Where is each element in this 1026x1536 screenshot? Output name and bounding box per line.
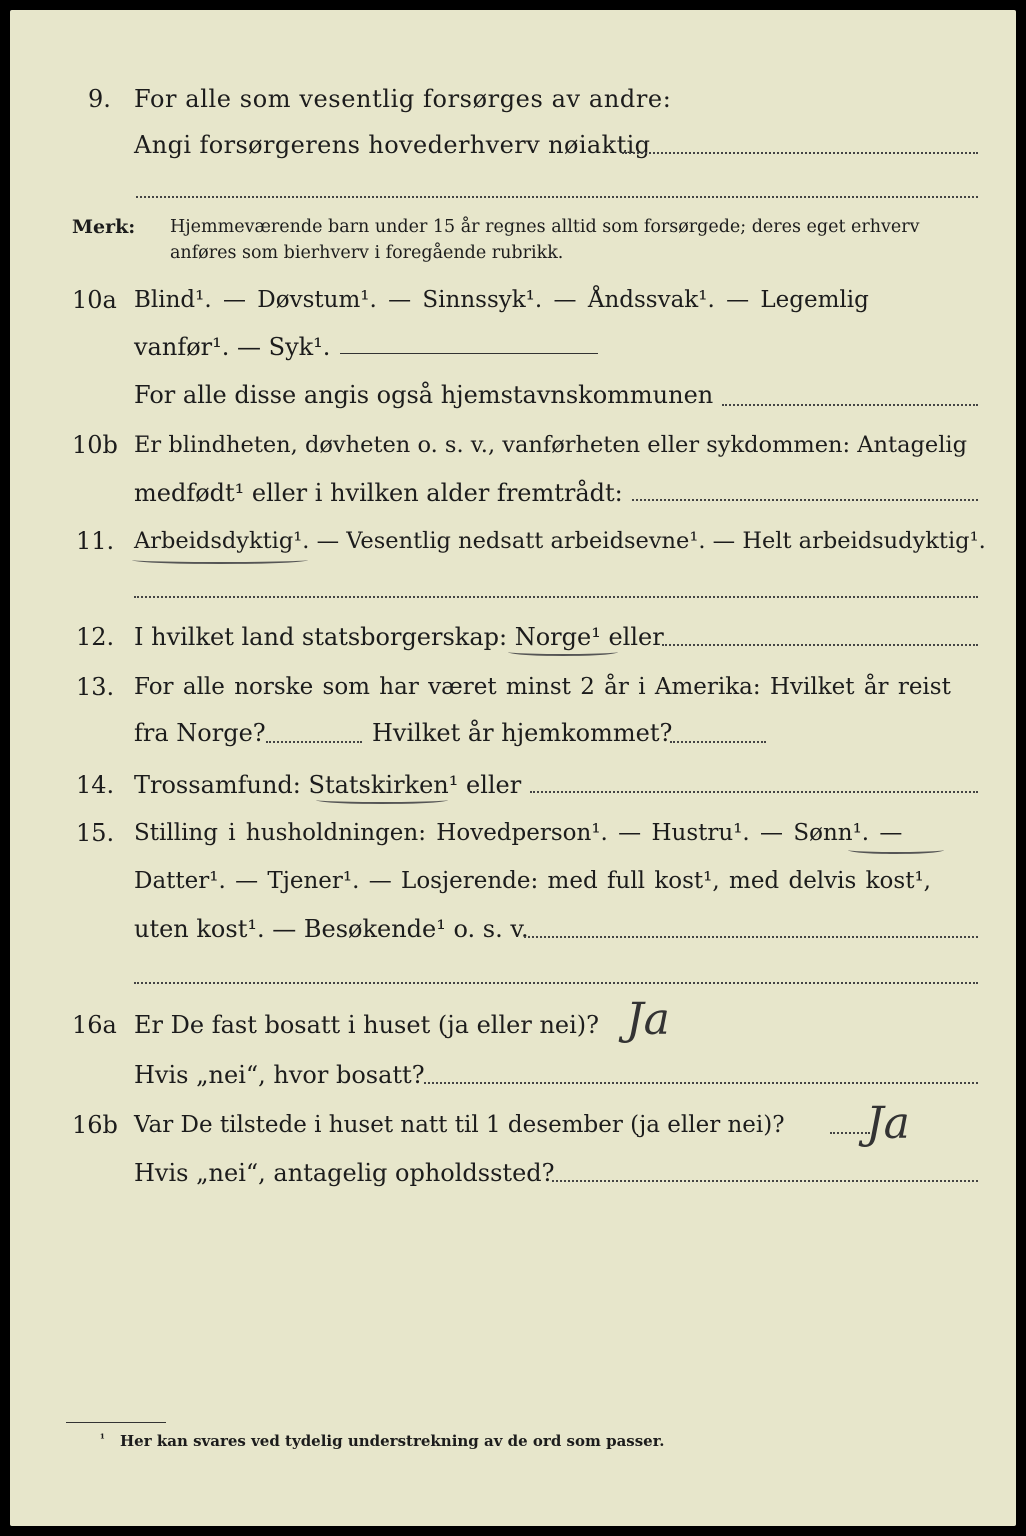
q15-answer-line[interactable]: [524, 936, 978, 938]
footnote-text: Her kan svares ved tydelig understrekning av de ord som passer.: [120, 1432, 665, 1450]
q11-line1: Arbeidsdyktig¹. — Vesentlig nedsatt arbeidsevne¹. — Helt arbeidsudyktig¹.: [134, 528, 986, 554]
q14-number: 14.: [76, 771, 115, 799]
q16b-line1: Var De tilstede i huset natt til 1 desember (ja eller nei)?: [134, 1112, 785, 1138]
q12-line1: I hvilket land statsborgerskap: Norge¹ eller: [134, 623, 664, 651]
q10a-number: 10a: [72, 286, 117, 314]
footnote-mark: ¹: [100, 1432, 105, 1445]
q13-line2a: fra Norge?: [134, 719, 266, 747]
q12-handwritten-underline: [508, 648, 618, 656]
q13-number: 13.: [76, 673, 115, 701]
q10a-line2: vanfør¹. — Syk¹.: [134, 333, 331, 361]
q9-line1: For alle som vesentlig forsørges av andre:: [134, 85, 672, 113]
q9-line2: Angi forsørgerens hovederhverv nøiaktig: [134, 131, 651, 159]
q15-answer-line-2[interactable]: [134, 982, 978, 984]
q9-number: 9.: [88, 85, 111, 113]
q16b-whereabouts-line[interactable]: [552, 1180, 978, 1182]
merk-line1: Hjemmeværende barn under 15 år regnes alltid som forsørgede; deres eget erhverv: [170, 217, 920, 237]
q16a-answer-line[interactable]: [424, 1082, 978, 1084]
q15-handwritten-underline: [848, 846, 944, 854]
merk-label: Merk:: [72, 216, 136, 238]
q13-line2b: Hvilket år hjemkommet?: [372, 719, 673, 747]
q15-line3: uten kost¹. — Besøkende¹ o. s. v.: [134, 915, 529, 943]
q16a-number: 16a: [72, 1011, 117, 1039]
q10b-number: 10b: [72, 431, 118, 459]
q16b-number: 16b: [72, 1111, 118, 1139]
q16b-answer-line[interactable]: [830, 1132, 870, 1134]
q10a-line1: Blind¹. — Døvstum¹. — Sinnssyk¹. — Åndssvak¹. — Legemlig: [134, 287, 869, 313]
q15-line1: Stilling i husholdningen: Hovedperson¹. — Hustru¹. — Sønn¹. —: [134, 820, 903, 846]
q16a-line2: Hvis „nei“, hvor bosatt?: [134, 1061, 425, 1089]
q12-answer-line[interactable]: [662, 644, 978, 646]
q13-line1: For alle norske som har været minst 2 år i Amerika: Hvilket år reist: [134, 674, 951, 700]
footnote-rule: [66, 1422, 166, 1423]
q12-number: 12.: [76, 623, 115, 651]
q10b-answer-line[interactable]: [632, 499, 978, 501]
q13-departure-year-line[interactable]: [266, 741, 362, 743]
q9-answer-line-2[interactable]: [136, 196, 978, 198]
q16b-line2: Hvis „nei“, antagelig opholdssted?: [134, 1159, 555, 1187]
q10a-hometown-line[interactable]: [722, 404, 978, 406]
q14-answer-line[interactable]: [530, 791, 978, 793]
q11-answer-line[interactable]: [134, 596, 978, 598]
q11-number: 11.: [76, 527, 115, 555]
q10b-line2: medfødt¹ eller i hvilken alder fremtrådt:: [134, 479, 623, 507]
q14-line1: Trossamfund: Statskirken¹ eller: [134, 771, 522, 799]
q10a-answer-line[interactable]: [340, 353, 598, 354]
q10a-line3: For alle disse angis også hjemstavnskommunen: [134, 381, 714, 409]
q14-handwritten-underline: [316, 796, 448, 804]
q9-answer-line[interactable]: [622, 152, 978, 154]
q11-handwritten-underline: [132, 556, 308, 564]
census-form-page: [10, 10, 1016, 1526]
q15-number: 15.: [76, 819, 115, 847]
q16a-handwritten-answer: Ja: [626, 994, 670, 1045]
q15-line2: Datter¹. — Tjener¹. — Losjerende: med full kost¹, med delvis kost¹,: [134, 868, 931, 894]
q16a-line1: Er De fast bosatt i huset (ja eller nei)?: [134, 1011, 600, 1039]
q16b-handwritten-answer: Ja: [866, 1098, 910, 1149]
merk-line2: anføres som bierhverv i foregående rubrikk.: [170, 243, 564, 263]
q10b-line1: Er blindheten, døvheten o. s. v., vanførheten eller sykdommen: Antagelig: [134, 432, 967, 458]
q13-return-year-line[interactable]: [670, 741, 766, 743]
